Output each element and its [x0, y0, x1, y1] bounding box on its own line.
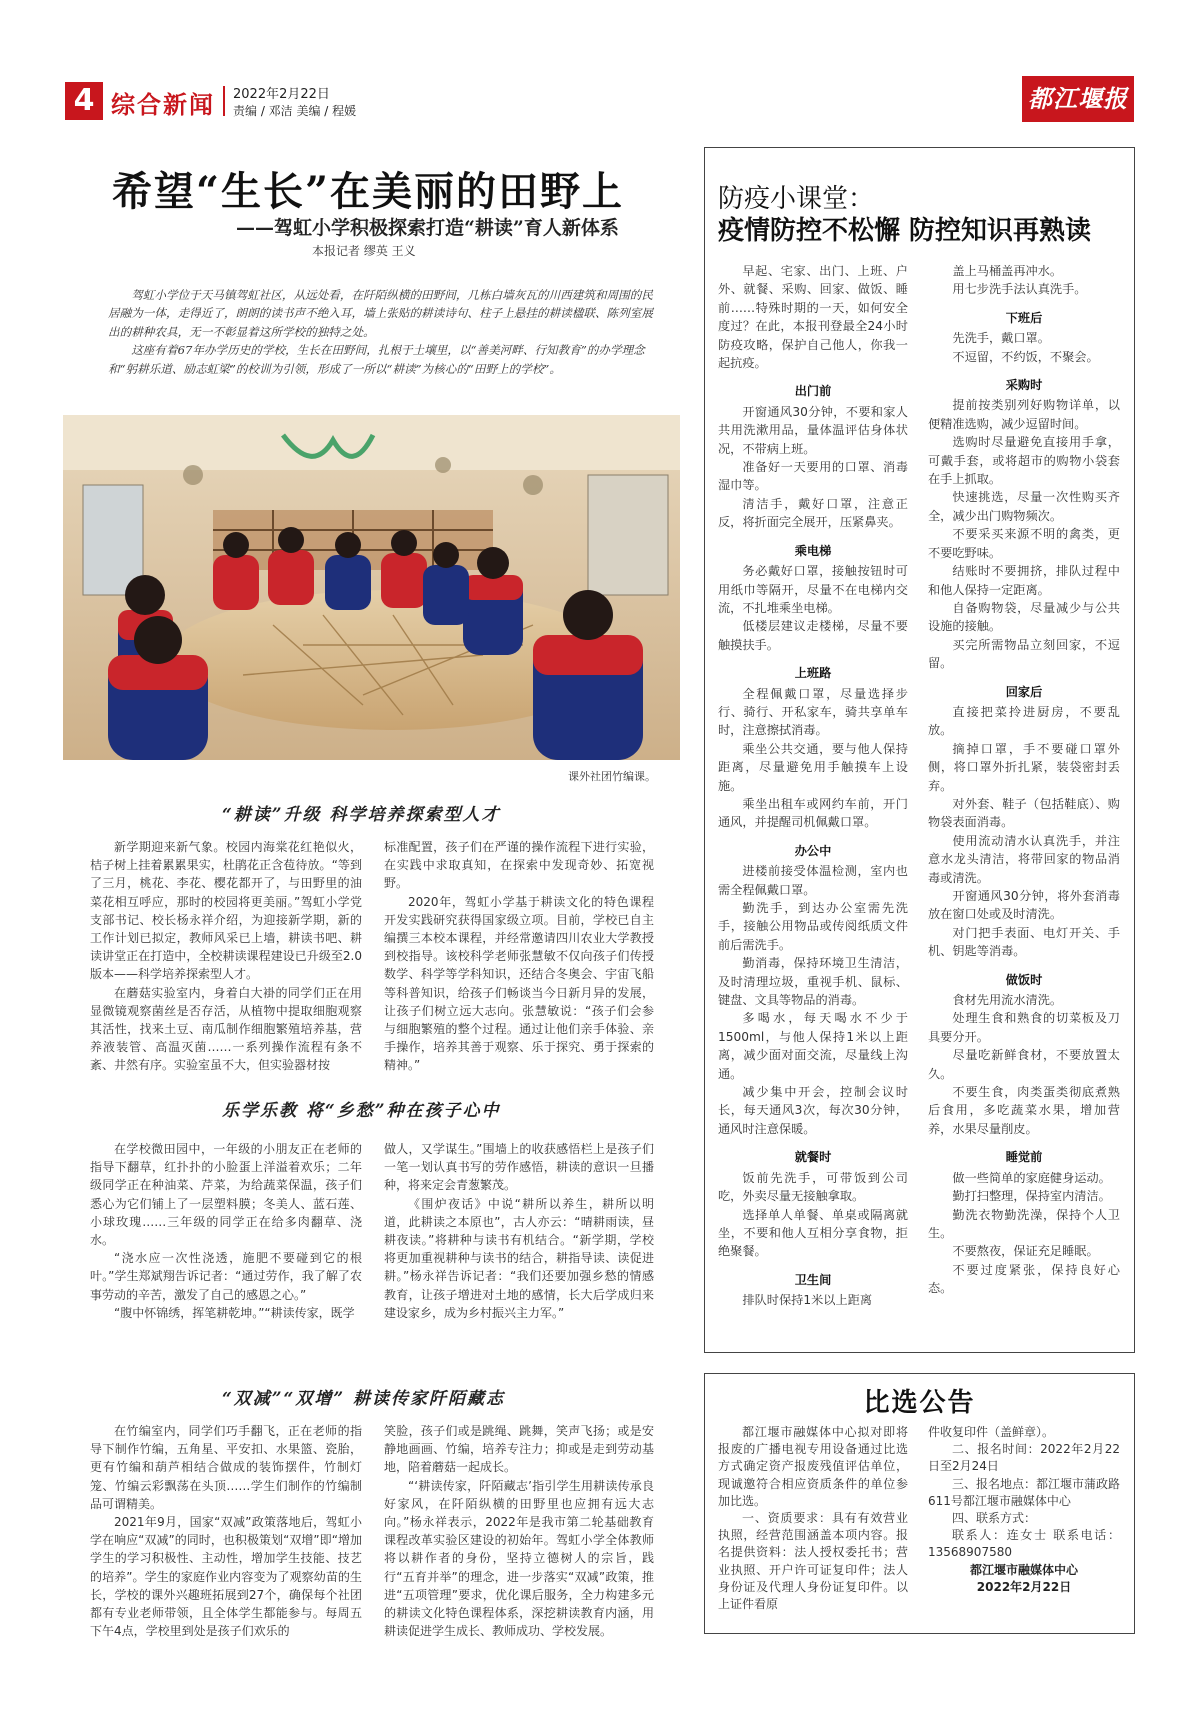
section-name: 综合新闻 [111, 91, 215, 119]
paragraph: 四、联系方式： [952, 1511, 1037, 1526]
tip-paragraph: 不逗留，不约饭，不聚会。 [952, 349, 1099, 364]
tip-paragraph: 直接把菜拎进厨房，不要乱放。 [928, 704, 1120, 738]
paragraph: 在蘑菇实验室内，身着白大褂的同学们正在用显微镜观察菌丝是否存活，从植物中提取细胞观察其活性，找来土豆、南瓜制作细胞繁殖培养基，营养液装管、高温灭菌……一系列操作流程有条不紊、井然有序。实验室虽不大，但实验器材按 [90, 985, 362, 1073]
page-header [65, 82, 1135, 120]
tip-paragraph: 提前按类别列好购物详单，以便精准选购，减少逗留时间。 [928, 398, 1120, 431]
tip-paragraph: 开窗通风30分钟，不要和家人共用洗漱用品，量体温评估身体状况，不带病上班。 [718, 404, 908, 456]
article-byline: 本报记者 缪英 王义 [312, 244, 416, 258]
header-divider [223, 86, 225, 116]
paragraph: “腹中怀锦绣，挥笔耕乾坤。”“耕读传家，既学 [114, 1305, 355, 1320]
tip-paragraph: 低楼层建议走楼梯，尽量不要触摸扶手。 [718, 619, 908, 652]
tip-paragraph: 摘掉口罩，手不要碰口罩外侧，将口罩外折扎紧，装袋密封丢弃。 [928, 741, 1120, 793]
lead-paragraph: 这座有着67年办学历史的学校，生长在田野间，扎根于土壤里，以“善美河畔、行知教育”的办学理念和“躬耕乐道、励志虹梁”的校训为引领，形成了一所以“耕读”为核心的“田野上的学校”。 [108, 343, 645, 376]
tip-heading: 采购时 [1005, 378, 1043, 393]
section-column [90, 1140, 362, 1322]
tip-paragraph: 不要过度紧张，保持良好心态。 [928, 1262, 1120, 1296]
tip-paragraph: 不要采买来源不明的禽类，更不要吃野味。 [928, 527, 1120, 560]
announcement-title: 比选公告 [863, 1388, 976, 1418]
article-photo [63, 415, 680, 760]
section-heading: “耕读”升级 科学培养探索型人才 [222, 805, 501, 825]
tip-paragraph: 自备购物袋，尽量减少与公共设施的接触。 [928, 600, 1120, 634]
tip-paragraph: 勤洗衣物勤洗澡，保持个人卫生。 [928, 1207, 1120, 1240]
tip-paragraph: 准备好一天要用的口罩、消毒湿巾等。 [718, 460, 908, 493]
tip-heading: 乘电梯 [794, 543, 832, 558]
tips-column-left [718, 262, 908, 1310]
paragraph: 三、报名地点：都江堰市蒲政路611号都江堰市融媒体中心 [928, 1476, 1121, 1508]
tip-paragraph: 对外套、鞋子（包括鞋底）、购物袋表面消毒。 [928, 796, 1120, 830]
sidebar-title: 防疫小课堂： [718, 184, 875, 214]
tip-heading: 下班后 [1005, 310, 1043, 325]
paragraph: 2021年9月，国家“双减”政策落地后，驾虹小学在响应“双减”的同时，也积极策划“双增”即“增加学生的学习积极性、主动性，增加学生技能、技艺的培养”。学生的家庭作业内容变为了观察幼苗的生长，学校的课外兴趣班拓展到27个，确保每个社团都有专业老师带领，且全体学生都能参与。每周五下午4点，学校里到处是孩子们欢乐的 [90, 1515, 362, 1639]
signature-org: 都江堰市融媒体中心 [969, 1562, 1078, 1577]
tip-heading: 卫生间 [794, 1272, 832, 1287]
tip-paragraph: 盖上马桶盖再冲水。 [952, 264, 1063, 278]
tip-paragraph: 早起、宅家、出门、上班、户外、就餐、采购、回家、做饭、睡前……特殊时期的一天，如何安全度过？在此，本报刊登最全24小时防疫攻略，保护自己他人，你我一起抗疫。 [718, 264, 908, 371]
tip-heading: 办公中 [794, 843, 832, 858]
section-column [384, 838, 654, 1075]
tip-paragraph: 勤消毒，保持环境卫生清洁，及时清理垃圾，重视手机、鼠标、键盘、文具等物品的消毒。 [718, 956, 908, 1008]
article-lead [108, 286, 653, 378]
section-column [384, 1422, 654, 1640]
section-column [90, 838, 362, 1075]
tip-paragraph: 用七步洗手法认真洗手。 [952, 282, 1087, 297]
article-subtitle: ——驾虹小学积极探索打造“耕读”育人新体系 [236, 217, 619, 239]
issue-date: 2022年2月22日 [233, 87, 330, 102]
tip-paragraph: 勤洗手，到达办公室需先洗手，接触公用物品或传阅纸质文件前后需洗手。 [718, 901, 908, 952]
paragraph: 2020年，驾虹小学基于耕读文化的特色课程开发实践研究获得国家级立项。目前，学校已自主编撰三本校本课程，并经常邀请四川农业大学教授到校指导。该校科学老师张慧敏不仅向孩子们传授数学、科学等学科知识，还结合冬奥会、宇宙飞船等科普知识，给孩子们畅谈当今日新月异的发展，让孩子们树立远大志向。张慧敏说：“孩子们会参与细胞繁殖的整个过程。通过让他们亲手体验、亲手操作，培养其善于观察、乐于探究、勇于探索的精神。” [384, 894, 654, 1073]
photo-caption: 课外社团竹编课。 [568, 770, 656, 783]
tip-paragraph: 排队时保持1米以上距离 [742, 1293, 873, 1308]
paragraph: 在竹编室内，同学们巧手翻飞，正在老师的指导下制作竹编，五角星、平安扣、水果篮、瓷胎，更有竹编和葫芦相结合做成的装饰摆件，竹制灯笼、竹编云彩飘荡在头顶……学生们制作的竹编制品可谓精美。 [90, 1424, 362, 1511]
tip-paragraph: 选购时尽量避免直接用手拿，可戴手套，或将超市的购物小袋套在手上抓取。 [928, 435, 1120, 487]
tip-paragraph: 食材先用流水清洗。 [952, 993, 1063, 1008]
paragraph: 新学期迎来新气象。校园内海棠花红艳似火，桔子树上挂着累累果实，杜鹃花正含苞待放。“等到了三月，桃花、李花、樱花都开了，与田野里的油菜花相互呼应，那时的校园将更美丽。”驾虹小学党支部书记、校长杨永祥介绍，为迎接新学期，新的工作计划已拟定，教师风采已上墙，耕读书吧、耕读讲堂正在打造中，全校耕读课程建设已升级至2.0版本——科学培养探索型人才。 [90, 840, 362, 982]
paragraph: 联系人：连女士 联系电话：13568907580 [928, 1528, 1120, 1560]
tip-paragraph: 务必戴好口罩，接触按钮时可用纸巾等隔开，尽量不在电梯内交流，不扎堆乘坐电梯。 [718, 564, 908, 615]
tip-paragraph: 开窗通风30分钟，将外套消毒放在窗口处或及时清洗。 [928, 889, 1120, 922]
announcement-column-left [718, 1424, 908, 1613]
paragraph: 标准配置，孩子们在严谨的操作流程下进行实验，在实践中求取真知，在探索中发现奇妙、拓宽视野。 [384, 840, 654, 891]
tip-paragraph: 减少集中开会，控制会议时长，每天通风3次，每次30分钟，通风时注意保暖。 [718, 1085, 908, 1136]
tip-paragraph: 不要生食，肉类蛋类彻底煮熟后食用，多吃蔬菜水果，增加营养，水果尽量削皮。 [928, 1085, 1120, 1136]
tip-paragraph: 结账时不要拥挤，排队过程中和他人保持一定距离。 [928, 564, 1120, 597]
announcement-column-right [928, 1424, 1120, 1596]
tip-paragraph: 勤打扫整理，保持室内清洁。 [952, 1189, 1111, 1204]
tip-heading: 做饭时 [1005, 972, 1043, 987]
paragraph: 一、资质要求：具有有效营业执照，经营范围涵盖本项内容。报名提供资料：法人授权委托书；营业执照、开户许可证复印件；法人身份证及代理人身份证复印件。以上证件看原 [718, 1511, 908, 1612]
paragraph: 件收复印件（盖鲜章）。 [928, 1425, 1055, 1439]
editors-credit: 责编 / 邓洁 美编 / 程媛 [233, 104, 357, 118]
paragraph: 都江堰市融媒体中心拟对即将报废的广播电视专用设备通过比选方式确定资产报废残值评估单位，现诚邀符合相应资质条件的单位参加比选。 [718, 1425, 908, 1508]
tip-paragraph: 选择单人单餐、单桌或隔离就坐，不要和他人互相分享食物，拒绝聚餐。 [718, 1207, 908, 1259]
signature-date: 2022年2月22日 [976, 1579, 1072, 1594]
tip-paragraph: 先洗手，戴口罩。 [952, 331, 1050, 346]
tip-paragraph: 乘坐出租车或网约车前，开门通风，并提醒司机佩戴口罩。 [718, 796, 908, 830]
paragraph: 笑脸，孩子们或是跳绳、跳舞，笑声飞扬；或是安静地画画、竹编，培养专注力；抑或是走到劳动基地，陪着蘑菇一起成长。 [384, 1424, 654, 1475]
paragraph: 做人，又学谋生。”围墙上的收获感悟栏上是孩子们一笔一划认真书写的劳作感悟，耕读的意识一旦播种，将来定会青葱繁茂。 [384, 1142, 654, 1193]
section-heading: 乐学乐教 将“乡愁”种在孩子心中 [222, 1101, 501, 1121]
bamboo-weaving-class-photo [63, 415, 680, 760]
lead-paragraph: 驾虹小学位于天马镇驾虹社区，从远处看，在阡陌纵横的田野间，几栋白墙灰瓦的川西建筑和周围的民居融为一体，走得近了，朗朗的读书声不绝入耳，墙上张贴的耕读诗句、柱子上悬挂的耕读楹联、陈列室展出的耕种农具，无一不彰显着这所学校的独特之处。 [108, 288, 653, 339]
paragraph: “‘耕读传家，阡陌藏志’指引学生用耕读传承良好家风，在阡陌纵横的田野里也应拥有远大志向。”杨永祥表示，2022年是我市第二轮基础教育课程改革实验区建设的初始年。驾虹小学全体教师将以耕作者的身份，坚持立德树人的宗旨，践行“五育并举”的理念，进一步落实“双减”政策，推进“五项管理”要求，优化课后服务，全力构建多元的耕读文化特色课程体系，深挖耕读教育内涵，用耕读促进学生成长、教师成功、学校发展。 [384, 1478, 654, 1639]
tip-paragraph: 全程佩戴口罩，尽量选择步行、骑行、开私家车，骑共享单车时，注意擦拭消毒。 [718, 686, 908, 738]
tip-paragraph: 乘坐公共交通，要与他人保持距离，尽量避免用手触摸车上设施。 [718, 741, 908, 793]
page-number: 4 [65, 82, 103, 120]
tip-paragraph: 尽量吃新鲜食材，不要放置太久。 [928, 1048, 1120, 1081]
tip-paragraph: 对门把手表面、电灯开关、手机、钥匙等消毒。 [928, 925, 1120, 959]
tip-paragraph: 不要熬夜，保证充足睡眠。 [952, 1244, 1099, 1259]
tip-heading: 出门前 [794, 384, 832, 399]
paragraph: 二、报名时间：2022年2月22日至2月24日 [928, 1442, 1120, 1474]
tip-paragraph: 处理生食和熟食的切菜板及刀具要分开。 [928, 1011, 1120, 1044]
section-column [90, 1422, 362, 1640]
tip-heading: 上班路 [794, 666, 832, 681]
tip-paragraph: 多喝水，每天喝水不少于1500ml，与他人保持1米以上距离，减少面对面交流，尽量线上沟通。 [718, 1011, 908, 1081]
article-title: 希望“生长”在美丽的田野上 [112, 168, 625, 215]
paragraph: 在学校微田园中，一年级的小朋友正在老师的指导下翻草，红扑扑的小脸蛋上洋溢着欢乐；二年级同学正在种油菜、芹菜，为给蔬菜保温，孩子们悉心为它们铺上了一层塑料膜；冬美人、蓝石莲、小球玫瑰……三年级的同学正在给多肉翻草、浇水。 [90, 1142, 362, 1248]
sidebar-subtitle: 疫情防控不松懈 防控知识再熟读 [718, 216, 1092, 246]
section-heading: “双减”“双增” 耕读传家阡陌藏志 [222, 1389, 506, 1409]
section-column [384, 1140, 654, 1322]
tips-column-right [928, 262, 1120, 1298]
tip-paragraph: 买完所需物品立刻回家，不逗留。 [928, 637, 1120, 671]
tip-paragraph: 做一些简单的家庭健身运动。 [952, 1170, 1111, 1185]
tip-paragraph: 快速挑选，尽量一次性购买齐全，减少出门购物频次。 [928, 490, 1120, 523]
tip-heading: 回家后 [1005, 684, 1043, 699]
tip-paragraph: 进楼前接受体温检测，室内也需全程佩戴口罩。 [718, 864, 908, 897]
tip-heading: 睡觉前 [1005, 1150, 1043, 1165]
tip-paragraph: 清洁手，戴好口罩，注意正反，将折面完全展开，压紧鼻夹。 [718, 496, 908, 530]
paragraph: 《围炉夜话》中说“耕所以养生，耕所以明道，此耕读之本原也”，古人亦云：“晴耕雨读，昼耕夜读。”将耕种与读书有机结合。“新学期，学校将更加重视耕种与读书的结合，耕指导读、读促进耕。”杨永祥告诉记者：“我们还要加强乡愁的情感教育，让孩子增进对土地的感情，长大后学成归来建设家乡，成为乡村振兴主力军。” [384, 1196, 654, 1320]
paragraph: “浇水应一次性浇透，施肥不要碰到它的根叶。”学生郑斌翔告诉记者：“通过劳作，我了解了农事劳动的辛苦，激发了自己的感恩之心。” [90, 1251, 362, 1302]
newspaper-logo: 都江堰报 [1022, 76, 1134, 122]
tip-heading: 就餐时 [794, 1150, 832, 1165]
tip-paragraph: 饭前先洗手，可带饭到公司吃，外卖尽量无接触拿取。 [718, 1170, 908, 1204]
tip-paragraph: 使用流动清水认真洗手，并注意水龙头清洁，将带回家的物品消毒或清洗。 [928, 833, 1120, 885]
